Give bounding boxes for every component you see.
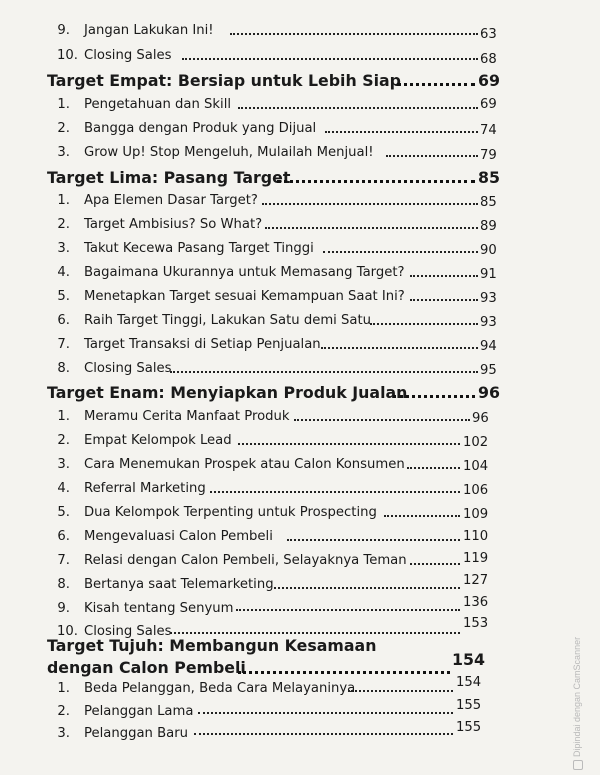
toc-entry xyxy=(0,700,600,724)
entry-title: Closing Sales xyxy=(84,361,172,376)
dot-leader xyxy=(230,33,478,35)
toc-entry xyxy=(0,549,600,573)
entry-page: 110 xyxy=(463,529,489,544)
dot-leader xyxy=(323,251,478,253)
dot-leader xyxy=(348,690,453,692)
toc-entry xyxy=(0,722,600,746)
entry-number: 9. xyxy=(57,601,70,616)
toc-entry xyxy=(0,93,600,117)
chapter-page: 69 xyxy=(478,71,500,90)
entry-page: 95 xyxy=(480,363,497,378)
chapter-heading xyxy=(0,69,600,93)
entry-page: 154 xyxy=(456,675,482,690)
entry-page: 93 xyxy=(480,291,497,306)
dot-leader xyxy=(236,609,460,611)
entry-number: 4. xyxy=(57,481,70,496)
entry-title: Pelanggan Baru xyxy=(84,726,188,741)
entry-title: Bertanya saat Telemarketing xyxy=(84,577,274,592)
toc-entry xyxy=(0,453,600,477)
dot-leader xyxy=(238,443,460,445)
entry-page: 109 xyxy=(463,507,489,522)
entry-title: Relasi dengan Calon Pembeli, Selayaknya Teman xyxy=(84,553,407,568)
entry-page: 104 xyxy=(463,459,489,474)
dot-leader xyxy=(410,299,478,301)
dot-leader xyxy=(238,107,478,109)
entry-number: 5. xyxy=(57,505,70,520)
entry-title: Apa Elemen Dasar Target? xyxy=(84,193,258,208)
entry-number: 6. xyxy=(57,313,70,328)
entry-number: 1. xyxy=(57,681,70,696)
entry-number: 3. xyxy=(57,726,70,741)
entry-page: 94 xyxy=(480,339,497,354)
entry-page: 127 xyxy=(463,573,489,588)
entry-title: Cara Menemukan Prospek atau Calon Konsumen xyxy=(84,457,405,472)
entry-number: 5. xyxy=(57,289,70,304)
entry-title: Empat Kelompok Lead xyxy=(84,433,232,448)
dot-leader xyxy=(170,632,460,634)
entry-number: 1. xyxy=(57,97,70,112)
watermark-text: Dipindai dengan CamScanner xyxy=(572,636,582,757)
dot-leader xyxy=(277,180,475,183)
entry-title: Pengetahuan dan Skill xyxy=(84,97,232,112)
entry-title: Takut Kecewa Pasang Target Tinggi xyxy=(84,241,314,256)
toc-entry xyxy=(0,117,600,141)
entry-title: Meramu Cerita Manfaat Produk xyxy=(84,409,290,424)
dot-leader xyxy=(287,539,460,541)
toc-entry xyxy=(0,573,600,597)
entry-page: 63 xyxy=(480,27,497,42)
entry-number: 8. xyxy=(57,577,70,592)
entry-title: Grow Up! Stop Mengeluh, Mulailah Menjual! xyxy=(84,145,374,160)
entry-number: 4. xyxy=(57,265,70,280)
chapter-page: 96 xyxy=(478,383,500,402)
entry-page: 74 xyxy=(480,123,497,138)
dot-leader xyxy=(265,227,478,229)
dot-leader xyxy=(325,131,478,133)
entry-number: 7. xyxy=(57,553,70,568)
toc-entry xyxy=(0,285,600,309)
entry-page: 89 xyxy=(480,219,497,234)
entry-page: 96 xyxy=(472,411,489,426)
toc-entry xyxy=(0,141,600,165)
entry-page: 155 xyxy=(456,720,482,735)
entry-title: Menetapkan Target sesuai Kemampuan Saat Ini? xyxy=(84,289,405,304)
entry-number: 3. xyxy=(57,457,70,472)
entry-number: 2. xyxy=(57,704,70,719)
entry-title: Raih Target Tinggi, Lakukan Satu demi Satu xyxy=(84,313,372,328)
entry-page: 155 xyxy=(456,698,482,713)
entry-title: Dua Kelompok Terpenting untuk Prospecting xyxy=(84,505,377,520)
entry-number: 10. xyxy=(57,48,78,63)
entry-title: Mengevaluasi Calon Pembeli xyxy=(84,529,273,544)
dot-leader xyxy=(170,371,478,373)
entry-title: Closing Sales xyxy=(84,624,172,639)
entry-number: 2. xyxy=(57,433,70,448)
entry-number: 3. xyxy=(57,241,70,256)
entry-page: 153 xyxy=(463,616,489,631)
dot-leader xyxy=(194,733,453,735)
chapter-heading xyxy=(0,166,600,190)
chapter-title: Target Empat: Bersiap untuk Lebih Siap xyxy=(47,71,401,90)
entry-title: Bagaimana Ukurannya untuk Memasang Target? xyxy=(84,265,405,280)
chapter-title: Target Lima: Pasang Target xyxy=(47,168,291,187)
entry-page: 69 xyxy=(480,97,497,112)
toc-entry xyxy=(0,189,600,213)
toc-entry xyxy=(0,405,600,429)
toc-entry xyxy=(0,237,600,261)
dot-leader xyxy=(384,515,460,517)
dot-leader xyxy=(210,491,460,493)
entry-number: 10. xyxy=(57,624,78,639)
dot-leader xyxy=(274,587,460,589)
toc-entry xyxy=(0,597,600,621)
entry-title: Beda Pelanggan, Beda Cara Melayaninya xyxy=(84,681,356,696)
chapter-title: Target Enam: Menyiapkan Produk Jualan xyxy=(47,383,408,402)
chapter-page: 154 xyxy=(452,650,485,669)
scanner-watermark xyxy=(572,637,583,770)
chapter-page: 85 xyxy=(478,168,500,187)
chapter-title-line1: Target Tujuh: Membangun Kesamaan xyxy=(47,636,377,655)
entry-page: 93 xyxy=(480,315,497,330)
toc-entry xyxy=(0,429,600,453)
camscanner-icon xyxy=(573,760,583,770)
entry-number: 9. xyxy=(57,23,70,38)
dot-leader xyxy=(238,671,450,674)
dot-leader xyxy=(294,419,470,421)
entry-title: Referral Marketing xyxy=(84,481,206,496)
entry-number: 6. xyxy=(57,529,70,544)
toc-entry xyxy=(0,213,600,237)
entry-title: Jangan Lakukan Ini! xyxy=(84,23,214,38)
dot-leader xyxy=(321,347,478,349)
entry-page: 90 xyxy=(480,243,497,258)
dot-leader xyxy=(262,203,478,205)
toc-entry xyxy=(0,357,600,381)
toc-entry xyxy=(0,309,600,333)
entry-number: 7. xyxy=(57,337,70,352)
entry-number: 3. xyxy=(57,145,70,160)
entry-number: 1. xyxy=(57,193,70,208)
toc-entry xyxy=(0,333,600,357)
entry-title: Closing Sales xyxy=(84,48,172,63)
entry-page: 102 xyxy=(463,435,489,450)
dot-leader xyxy=(407,467,460,469)
entry-page: 68 xyxy=(480,52,497,67)
entry-number: 2. xyxy=(57,217,70,232)
toc-entry xyxy=(0,501,600,525)
entry-page: 119 xyxy=(463,551,489,566)
entry-page: 91 xyxy=(480,267,497,282)
toc-entry xyxy=(0,19,600,43)
entry-page: 79 xyxy=(480,148,497,163)
entry-number: 1. xyxy=(57,409,70,424)
dot-leader xyxy=(182,58,478,60)
entry-page: 136 xyxy=(463,595,489,610)
entry-number: 8. xyxy=(57,361,70,376)
entry-page: 85 xyxy=(480,195,497,210)
dot-leader xyxy=(410,563,460,565)
entry-title: Target Ambisius? So What? xyxy=(84,217,263,232)
dot-leader xyxy=(370,323,478,325)
toc-entry xyxy=(0,525,600,549)
dot-leader xyxy=(386,155,478,157)
toc-entry xyxy=(0,44,600,68)
entry-title: Kisah tentang Senyum xyxy=(84,601,234,616)
entry-number: 2. xyxy=(57,121,70,136)
dot-leader xyxy=(410,275,478,277)
entry-title: Bangga dengan Produk yang Dijual xyxy=(84,121,317,136)
chapter-heading xyxy=(0,635,600,683)
entry-page: 106 xyxy=(463,483,489,498)
dot-leader xyxy=(393,395,475,398)
entry-title: Pelanggan Lama xyxy=(84,704,194,719)
toc-entry xyxy=(0,261,600,285)
dot-leader xyxy=(198,712,453,714)
entry-title: Target Transaksi di Setiap Penjualan xyxy=(84,337,321,352)
chapter-heading xyxy=(0,381,600,405)
chapter-title-line2: dengan Calon Pembeli xyxy=(47,658,246,677)
dot-leader xyxy=(397,83,475,86)
toc-entry xyxy=(0,477,600,501)
toc-entry xyxy=(0,677,600,701)
